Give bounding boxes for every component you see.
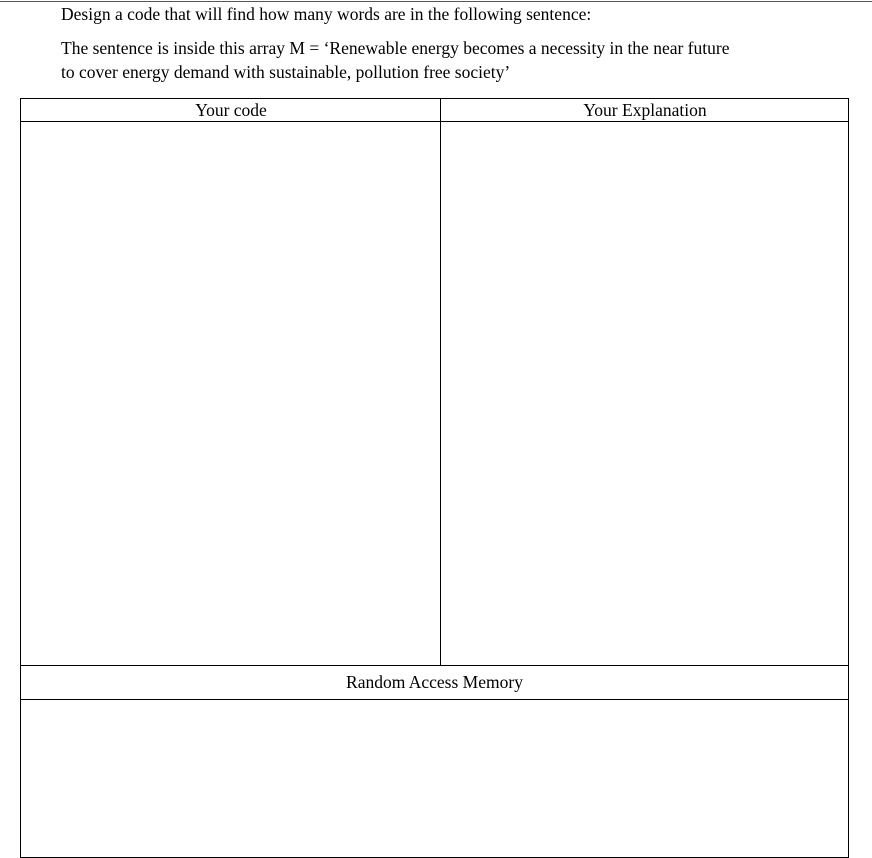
code-answer-area[interactable]	[21, 122, 440, 664]
explanation-answer-area[interactable]	[441, 122, 849, 664]
code-column-header: Your code	[195, 100, 267, 120]
page-top-rule	[0, 1, 872, 2]
question-instruction: Design a code that will find how many words are in the following sentence:	[61, 4, 592, 24]
question-sentence-line-2: to cover energy demand with sustainable, pollution free society’	[61, 62, 511, 82]
question-sentence-line-1: The sentence is inside this array M = ‘Renewable energy becomes a necessity in the near future	[61, 38, 730, 58]
memory-answer-area[interactable]	[21, 700, 848, 857]
answer-table	[20, 98, 849, 858]
memory-section-header: Random Access Memory	[346, 672, 523, 692]
explanation-column-header: Your Explanation	[583, 100, 707, 120]
